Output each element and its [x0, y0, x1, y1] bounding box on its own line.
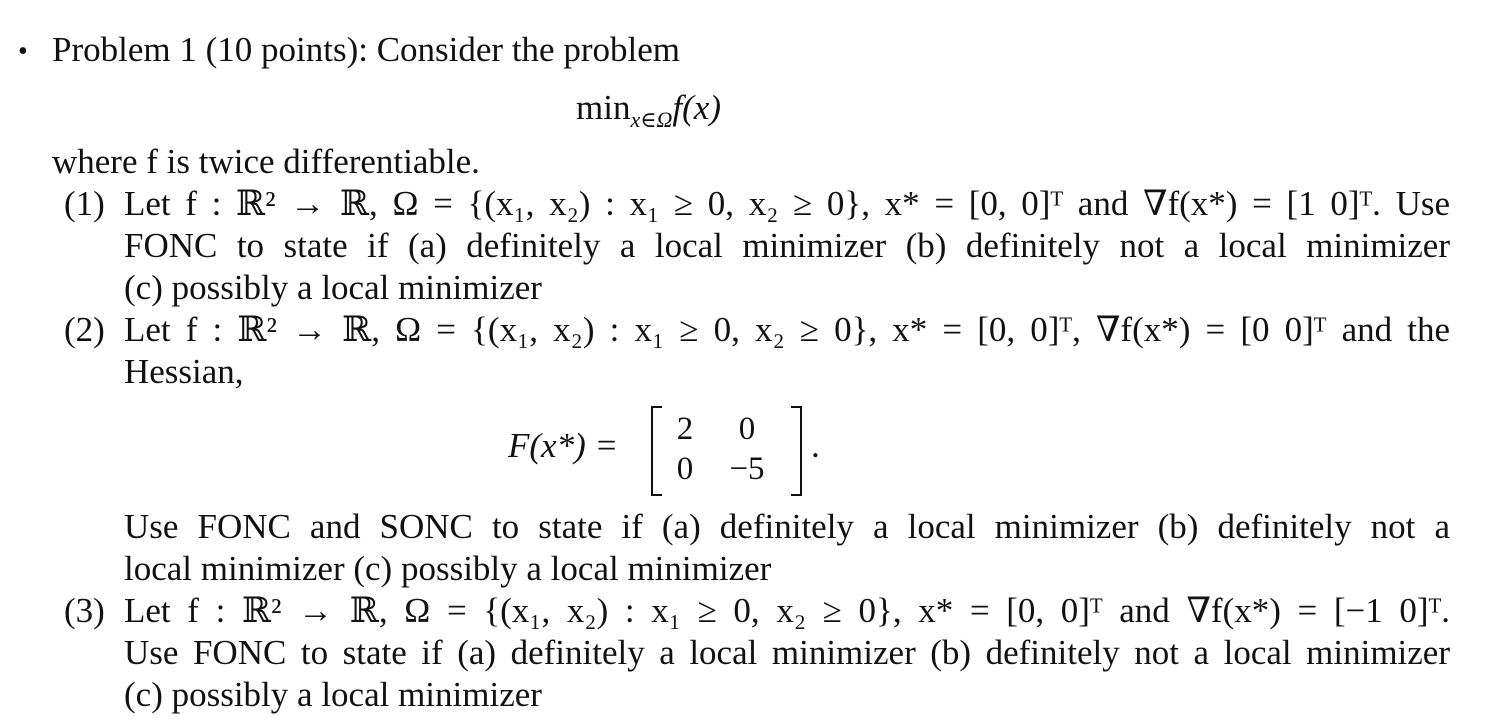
part1-number: (1) [64, 184, 105, 223]
part1-line2: FONC to state if (a) definitely a local minimizer (b) definitely not a local minimizer [124, 226, 1450, 265]
objective-function: f(x) [672, 88, 721, 127]
part1-line3: (c) possibly a local minimizer [124, 268, 542, 307]
matrix-right-bracket [791, 406, 802, 496]
matrix-cell-r1c2: 0 [738, 411, 756, 447]
part3-line3: (c) possibly a local minimizer [124, 675, 542, 714]
hessian-equation [508, 400, 828, 496]
matrix-period: . [811, 426, 820, 465]
part2-line1: Let f : ℝ² → ℝ, Ω = {(x₁, x₂) : x₁ ≥ 0, x₂ ≥ 0}, x* = [0, 0]ᵀ, ∇f(x*) = [0 0]ᵀ and the [124, 310, 1450, 349]
objective-formula [576, 88, 721, 132]
matrix-cell-r1c1: 2 [676, 411, 694, 447]
part2-number: (2) [64, 310, 105, 349]
part1-line1: Let f : ℝ² → ℝ, Ω = {(x₁, x₂) : x₁ ≥ 0, x₂ ≥ 0}, x* = [0, 0]ᵀ and ∇f(x*) = [1 0]ᵀ. Use [124, 184, 1450, 223]
part2-line3: Use FONC and SONC to state if (a) definitely a local minimizer (b) definitely not a [124, 507, 1450, 546]
hessian-lhs: F(x*) = [508, 426, 619, 465]
part2-line4: local minimizer (c) possibly a local minimizer [124, 549, 772, 588]
part3-line2: Use FONC to state if (a) definitely a local minimizer (b) definitely not a local minimizer [124, 633, 1450, 672]
part3-line1: Let f : ℝ² → ℝ, Ω = {(x₁, x₂) : x₁ ≥ 0, x₂ ≥ 0}, x* = [0, 0]ᵀ and ∇f(x*) = [−1 0]ᵀ. [124, 591, 1450, 630]
objective-subscript: x∈Ω [630, 107, 673, 132]
bullet-marker: • [18, 36, 28, 67]
objective-min: min [576, 88, 631, 127]
where-line: where f is twice differentiable. [52, 142, 480, 181]
matrix-cell-r2c2: −5 [729, 451, 765, 487]
part3-number: (3) [64, 591, 105, 630]
matrix-cell-r2c1: 0 [676, 451, 694, 487]
problem-intro: Problem 1 (10 points): Consider the problem [52, 30, 680, 69]
part2-line2: Hessian, [124, 352, 244, 391]
